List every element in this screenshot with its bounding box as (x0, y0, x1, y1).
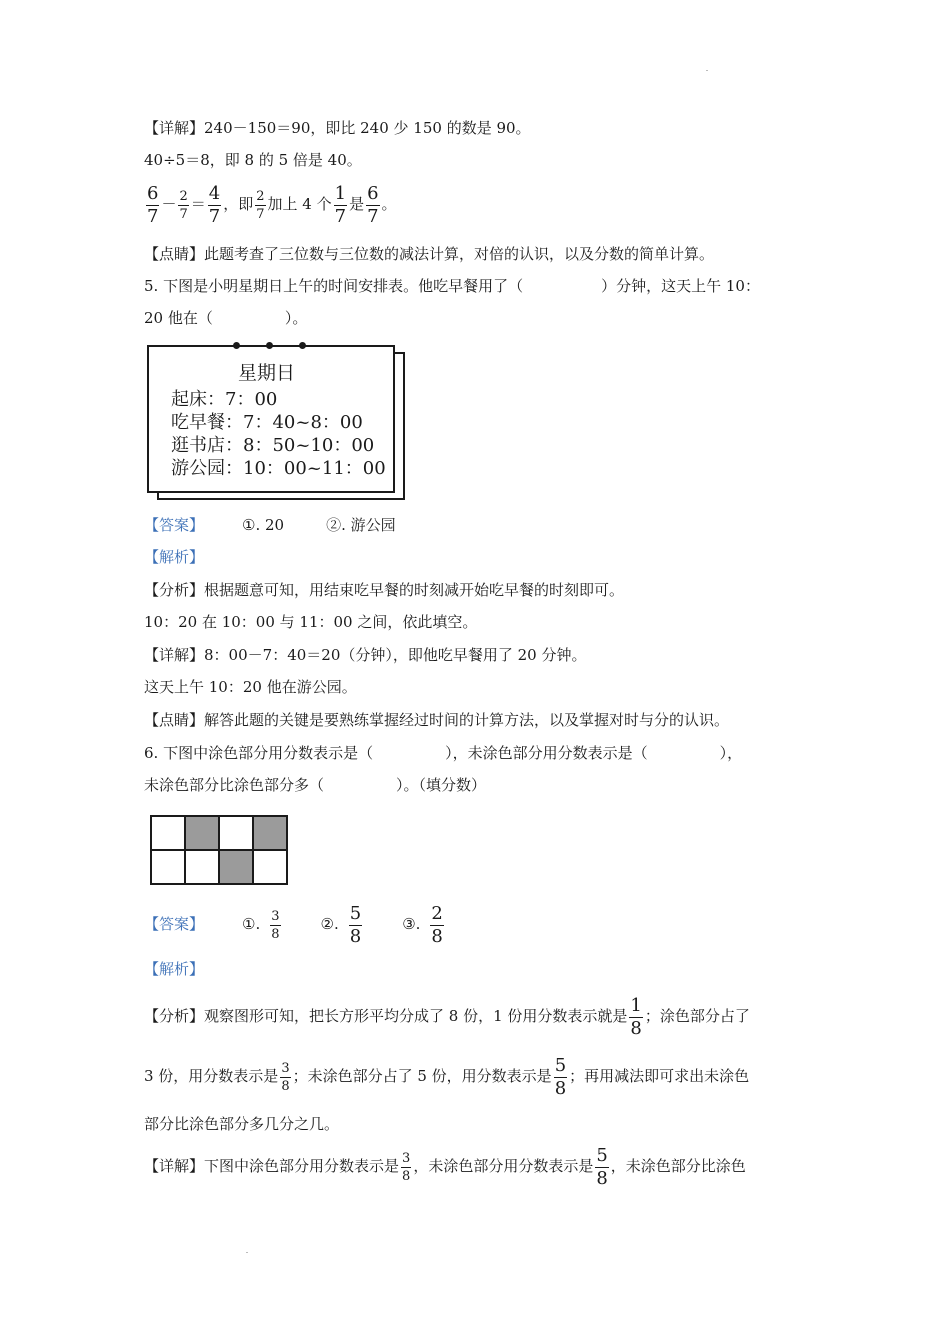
text: ，即 (223, 195, 254, 213)
detail-text: ，未涂色部分比涂色 (610, 1157, 746, 1175)
comment-line (144, 243, 714, 265)
grid-cell (220, 817, 252, 849)
fraction: $\frac{5}{8}$ (596, 1144, 608, 1189)
text: 6. 下图中涂色部分用分数表示是（ (144, 744, 374, 762)
detail-line-2: 这天上午 10：20 他在游公园。 (144, 678, 357, 696)
analysis-tag: 【分析】 (144, 581, 205, 599)
answer-item: ②. 游公园 (326, 516, 396, 534)
analysis-text: ；涂色部分占了 (644, 1007, 750, 1025)
analysis-text: 观察图形可知，把长方形平均分成了 8 份，1 份用分数表示就是 (204, 1007, 628, 1025)
fraction: $\frac{2}{7}$ (256, 188, 265, 222)
rectangle-grid-figure (150, 815, 288, 885)
grid-cell (152, 817, 184, 849)
answer-tag: 【答案】 (144, 516, 205, 534)
fraction: $\frac{1}{7}$ (334, 182, 347, 227)
detail-line (144, 1144, 746, 1188)
answer-item: ①. 20 (242, 516, 285, 534)
question-6-line-2 (144, 774, 486, 796)
scan-speck (706, 70, 708, 71)
ring-hole (299, 342, 306, 349)
ring-hole (266, 342, 273, 349)
analysis-line-2 (144, 1054, 749, 1098)
text: 是 (349, 195, 365, 213)
text: ）分钟，这天上午 10： (601, 277, 760, 295)
fraction: $\frac{3}{8}$ (402, 1150, 411, 1184)
schedule-row: 吃早餐：7：40~8：00 (171, 412, 363, 433)
text: ）， (719, 744, 743, 762)
fraction: $\frac{4}{7}$ (208, 182, 221, 227)
text: 加上 4 个 (267, 195, 332, 213)
fraction-equation (144, 182, 397, 226)
detail-tag: 【详解】 (144, 119, 205, 137)
fraction: $\frac{2}{8}$ (431, 902, 443, 947)
question-6-line-1 (144, 742, 742, 764)
analysis-line (144, 994, 750, 1038)
schedule-row: 游公园：10：00~11：00 (171, 458, 386, 479)
comment-line (144, 709, 729, 731)
fraction: $\frac{5}{8}$ (349, 902, 362, 947)
detail-line-1 (144, 117, 531, 139)
analysis-heading: 【解析】 (144, 960, 205, 978)
answer-item: ③. (402, 915, 421, 933)
analysis-heading: 【解析】 (144, 548, 205, 566)
comment-tag: 【点睛】 (144, 711, 205, 729)
text: 。 (381, 195, 397, 213)
answer-6 (144, 902, 446, 946)
fraction: $\frac{2}{7}$ (179, 188, 188, 222)
text: ），未涂色部分用分数表示是（ (445, 744, 648, 762)
detail-text: 8：00－7：40＝20（分钟），即他吃早餐用了 20 分钟。 (204, 646, 587, 664)
question-5-line-1 (144, 275, 760, 297)
analysis-text: ；再用减法即可求出未涂色 (569, 1067, 750, 1085)
minus-sign: － (161, 195, 177, 213)
detail-line (144, 644, 587, 666)
text: 未涂色部分比涂色部分多（ (144, 776, 325, 794)
grid-cell-shaded (186, 817, 218, 849)
grid-cell-shaded (254, 817, 286, 849)
fraction: $\frac{6}{7}$ (367, 182, 379, 227)
question-5-line-2 (144, 307, 307, 329)
detail-text: ，未涂色部分用分数表示是 (413, 1157, 594, 1175)
text: ）。（填分数） (396, 776, 487, 794)
analysis-line (144, 579, 624, 601)
grid-cell (152, 851, 184, 883)
comment-tag: 【点睛】 (144, 245, 205, 263)
analysis-text: 根据题意可知，用结束吃早餐的时刻减开始吃早餐的时刻即可。 (204, 581, 625, 599)
equals-sign: ＝ (190, 195, 206, 213)
answer-5 (144, 514, 396, 536)
analysis-text: ；未涂色部分占了 5 份，用分数表示是 (292, 1067, 552, 1085)
analysis-line-2: 10：20 在 10：00 与 11：00 之间，依此填空。 (144, 613, 478, 631)
ring-hole (233, 342, 240, 349)
grid-cell (186, 851, 218, 883)
fraction: $\frac{3}{8}$ (281, 1060, 290, 1094)
scan-speck (246, 1252, 248, 1253)
answer-item: ②. (320, 915, 339, 933)
fraction: $\frac{3}{8}$ (271, 908, 280, 942)
schedule-row: 逛书店：8：50~10：00 (171, 435, 375, 456)
detail-text: 240－150＝90，即比 240 少 150 的数是 90。 (204, 119, 531, 137)
answer-item: ①. (242, 915, 261, 933)
grid-cell-shaded (220, 851, 252, 883)
analysis-text: 3 份，用分数表示是 (144, 1067, 279, 1085)
detail-line-2: 40÷5＝8，即 8 的 5 倍是 40。 (144, 151, 362, 169)
fraction: $\frac{1}{8}$ (630, 994, 642, 1039)
answer-tag: 【答案】 (144, 915, 205, 933)
analysis-line-3: 部分比涂色部分多几分之几。 (144, 1115, 340, 1133)
text: 20 他在（ (144, 309, 213, 327)
text: ）。 (284, 309, 308, 327)
schedule-title: 星期日 (238, 362, 296, 384)
grid-cell (254, 851, 286, 883)
comment-text: 此题考查了三位数与三位数的减法计算，对倍的认识，以及分数的简单计算。 (204, 245, 715, 263)
text: 5. 下图是小明星期日上午的时间安排表。他吃早餐用了（ (144, 277, 524, 295)
comment-text: 解答此题的关键是要熟练掌握经过时间的计算方法，以及掌握对时与分的认识。 (204, 711, 730, 729)
analysis-tag: 【分析】 (144, 1007, 205, 1025)
detail-tag: 【详解】 (144, 1157, 205, 1175)
detail-text: 下图中涂色部分用分数表示是 (204, 1157, 400, 1175)
fraction: $\frac{6}{7}$ (147, 182, 159, 227)
detail-tag: 【详解】 (144, 646, 205, 664)
schedule-row: 起床：7：00 (171, 389, 278, 410)
fraction: $\frac{5}{8}$ (554, 1054, 567, 1099)
